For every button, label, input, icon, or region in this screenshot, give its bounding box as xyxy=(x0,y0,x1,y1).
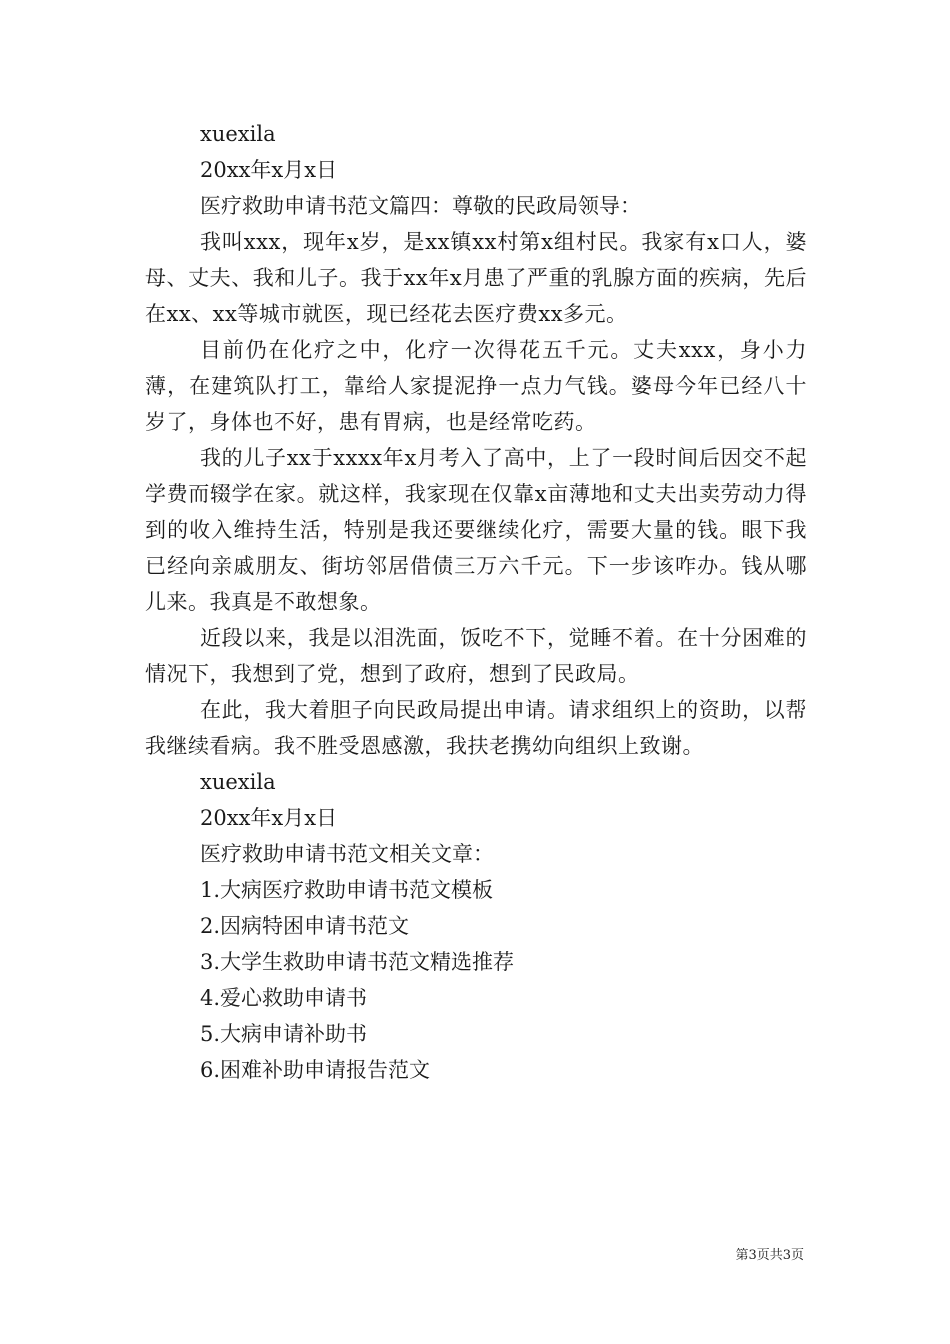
related-article-link[interactable]: 6.困难补助申请报告范文 xyxy=(200,1058,431,1082)
body-paragraph: 我的儿子xx于xxxx年x月考入了高中，上了一段时间后因交不起学费而辍学在家。就这样，我家现在仅靠x亩薄地和丈夫出卖劳动力得到的收入维持生活，特别是我还要继续化疗，需要大量的钱。眼下我已经向亲戚朋友、街坊邻居借债三万六千元。下一步该咋办。钱从哪儿来。我真是不敢想象。 xyxy=(145,446,807,614)
body-paragraph: 我叫xxx，现年x岁，是xx镇xx村第x组村民。我家有x口人，婆母、丈夫、我和儿子。我于xx年x月患了严重的乳腺方面的疾病，先后在xx、xx等城市就医，现已经花去医疗费xx多元。 xyxy=(145,230,807,326)
page-number-footer: 第3页共3页 xyxy=(735,1248,804,1263)
body-paragraph: 近段以来，我是以泪洗面，饭吃不下，觉睡不着。在十分困难的情况下，我想到了党，想到了政府，想到了民政局。 xyxy=(145,626,807,686)
related-heading: 医疗救助申请书范文相关文章： xyxy=(200,842,494,866)
related-article-link[interactable]: 1.大病医疗救助申请书范文模板 xyxy=(200,878,494,902)
related-article-link[interactable]: 3.大学生救助申请书范文精选推荐 xyxy=(200,950,515,974)
body-paragraph: 目前仍在化疗之中，化疗一次得花五千元。丈夫xxx，身小力薄，在建筑队打工，靠给人家提泥挣一点力气钱。婆母今年已经八十岁了，身体也不好，患有胃病，也是经常吃药。 xyxy=(145,338,807,434)
document-body xyxy=(145,116,807,1088)
signature: xuexila xyxy=(200,122,276,146)
related-article-link[interactable]: 4.爱心救助申请书 xyxy=(200,986,368,1010)
section-heading: 医疗救助申请书范文篇四：尊敬的民政局领导： xyxy=(200,194,641,218)
signature: xuexila xyxy=(200,770,276,794)
related-article-link[interactable]: 2.因病特困申请书范文 xyxy=(200,914,410,938)
related-article-link[interactable]: 5.大病申请补助书 xyxy=(200,1022,368,1046)
related-articles-list xyxy=(145,872,807,1088)
date-line: 20xx年x月x日 xyxy=(200,806,338,830)
body-paragraph: 在此，我大着胆子向民政局提出申请。请求组织上的资助，以帮我继续看病。我不胜受恩感激，我扶老携幼向组织上致谢。 xyxy=(145,698,807,758)
date-line: 20xx年x月x日 xyxy=(200,158,338,182)
